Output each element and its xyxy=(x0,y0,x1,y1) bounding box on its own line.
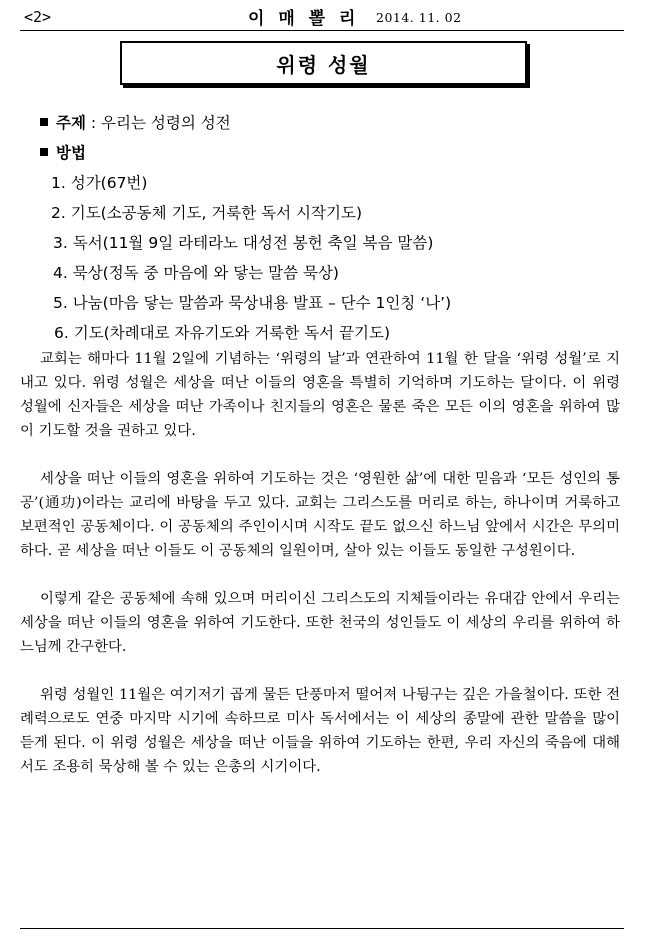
page-header xyxy=(20,4,624,28)
page-number: <2> xyxy=(24,8,52,26)
method-item: 2. 기도(소공동체 기도, 거룩한 독서 시작기도) xyxy=(51,204,362,222)
paragraph: 교회는 해마다 11월 2일에 기념하는 ‘위령의 날’과 연관하여 11월 한 달을 ‘위령 성월’로 지내고 있다. 위령 성월은 세상을 떠난 이들의 영혼을 특별히 기억하며 기도하는 달이다. 이 위령 성월에 신자들은 세상을 떠난 가족이나 친지들의 영혼은 물론 죽은 모든 이의 영혼을 위하여 많이 기도할 것을 권하고 있다. xyxy=(20,351,620,439)
topic-row xyxy=(40,108,451,138)
paragraph: 이렇게 같은 공동체에 속해 있으며 머리이신 그리스도의 지체들이라는 유대감 안에서 우리는 세상을 떠난 이들의 영혼을 위하여 기도한다. 또한 천국의 성인들도 이 세상의 우리를 위하여 하느님께 간구한다. xyxy=(20,591,620,655)
method-item: 6. 기도(차례대로 자유기도와 거룩한 독서 끝기도) xyxy=(54,324,391,342)
body-text xyxy=(20,347,620,803)
method-list xyxy=(40,168,451,348)
method-item: 1. 성가(67번) xyxy=(51,174,148,192)
method-item: 4. 묵상(정독 중 마음에 와 닿는 말씀 묵상) xyxy=(53,264,339,282)
method-label: 방법 xyxy=(56,144,86,162)
topic-value: : 우리는 성령의 성전 xyxy=(85,114,231,132)
paragraph: 위령 성월인 11월은 여기저기 곱게 물든 단풍마저 떨어져 나뒹구는 깊은 가을철이다. 또한 전례력으로도 연중 마지막 시기에 속하므로 미사 독서에서는 이 세상의 종말에 관한 말씀을 많이 듣게 된다. 이 위령 성월은 세상을 떠난 이들을 위하여 기도하는 한편, 우리 자신의 죽음에 대해서도 조용히 묵상해 볼 수 있는 은총의 시기이다. xyxy=(20,687,620,775)
square-bullet-icon xyxy=(40,118,48,126)
footer-rule xyxy=(20,928,624,929)
header-rule xyxy=(20,30,624,31)
topic-label: 주제 xyxy=(56,114,86,132)
square-bullet-icon xyxy=(40,148,48,156)
newsletter-name: 이 매 뽈 리 xyxy=(248,9,360,29)
paragraph: 세상을 떠난 이들의 영혼을 위하여 기도하는 것은 ‘영원한 삶’에 대한 믿음과 ‘모든 성인의 통공’(通功)이라는 교리에 바탕을 두고 있다. 교회는 그리스도를 머리로 하는, 하나이며 거룩하고 보편적인 공동체이다. 이 공동체의 주인이시며 시작도 끝도 없으신 하느님 앞에서 시간은 무의미하다. 곧 세상을 떠난 이들도 이 공동체의 일원이며, 살아 있는 이들도 동일한 구성원이다. xyxy=(20,471,620,559)
issue-date: 2014. 11. 02 xyxy=(376,10,462,25)
method-item: 3. 독서(11월 9일 라테라노 대성전 봉헌 축일 복음 말씀) xyxy=(53,234,434,252)
method-item: 5. 나눔(마음 닿는 말씀과 묵상내용 발표 – 단수 1인칭 ‘나’) xyxy=(53,294,452,312)
info-section xyxy=(40,108,451,348)
page-title: 위령 성월 xyxy=(120,41,527,85)
method-row xyxy=(40,138,451,168)
